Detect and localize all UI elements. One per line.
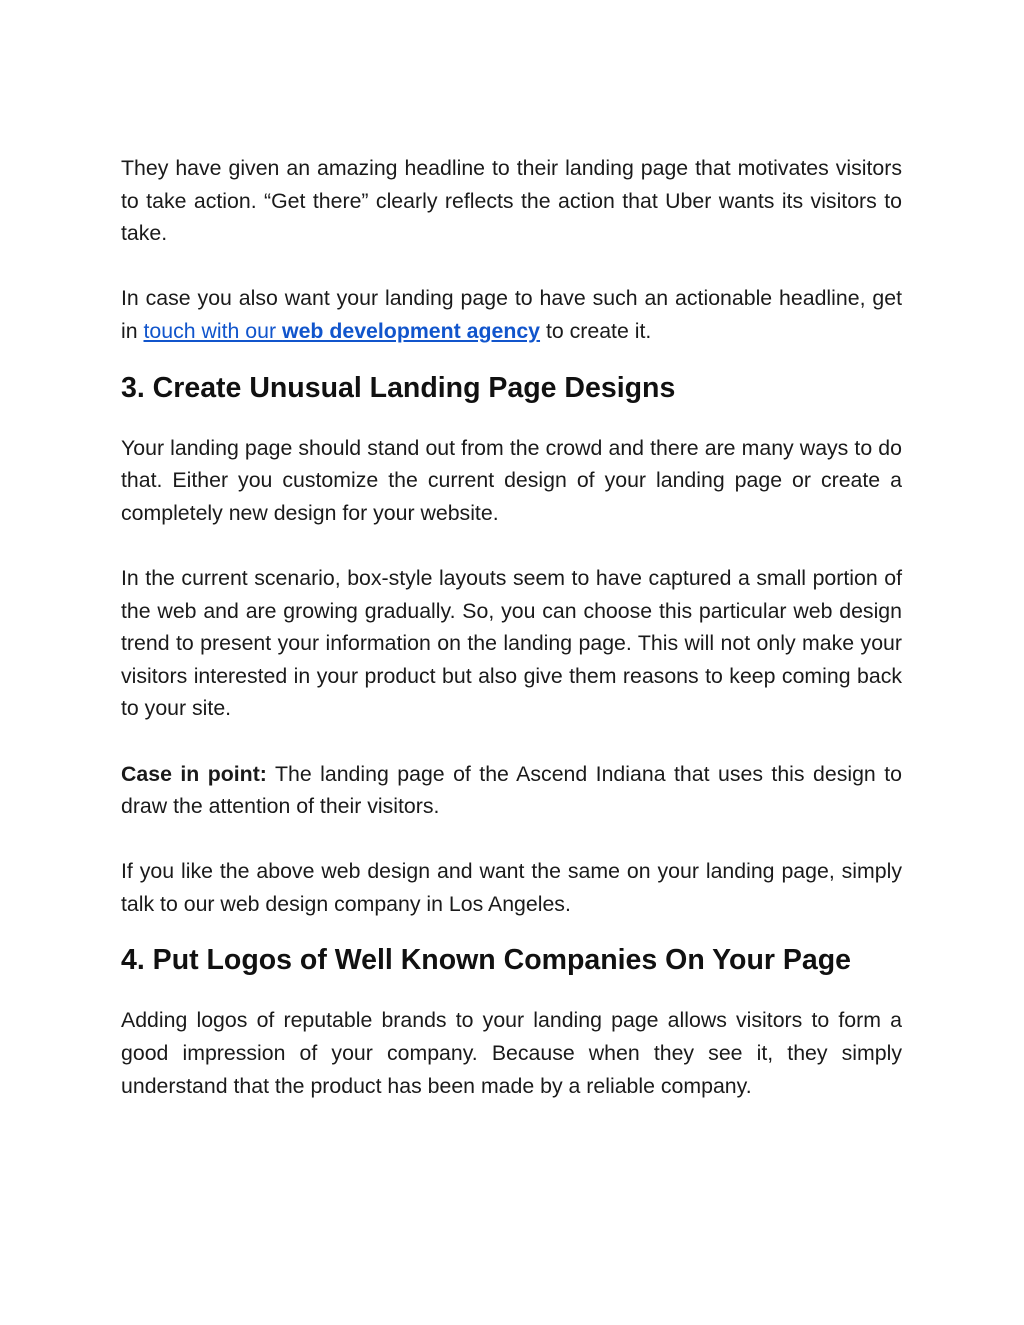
paragraph-case-in-point bbox=[121, 758, 902, 823]
spacer bbox=[121, 348, 902, 368]
paragraph-box-style-layouts: In the current scenario, box-style layouts seem to have captured a small portion of the web and are growing gradually. So, you can choose this particular web design trend to present your information on the landing page. This will not only make your visitors interested in your product but also give them reasons to keep coming back to your site. bbox=[121, 565, 902, 721]
paragraph-text: In case you also want your landing page to have such an actionable headline, get in bbox=[121, 286, 902, 343]
link-text-bold: web development agency bbox=[282, 318, 541, 343]
spacer bbox=[121, 725, 902, 758]
paragraph-adding-logos: Adding logos of reputable brands to your landing page allows visitors to form a good impression of your company. Because when they see it, they simply understand that the product has been made by a reliable company. bbox=[121, 1008, 902, 1098]
case-in-point-label: Case in point: bbox=[121, 761, 267, 786]
spacer bbox=[121, 920, 902, 940]
document-page bbox=[121, 152, 902, 1102]
paragraph-web-design-company: If you like the above web design and want the same on your landing page, simply talk to our web design company in Los Angeles. bbox=[121, 859, 902, 916]
paragraph-stand-out: Your landing page should stand out from the crowd and there are many ways to do that. Either you customize the current design of your landing page or create a completely new design for your website. bbox=[121, 435, 902, 525]
paragraph-text: to create it. bbox=[540, 318, 652, 343]
spacer bbox=[121, 823, 902, 856]
paragraph-uber-headline: They have given an amazing headline to their landing page that motivates visitors to take action. “Get there” clearly reflects the action that Uber wants its visitors to take. bbox=[121, 156, 902, 246]
spacer bbox=[121, 408, 902, 432]
paragraph-text: The landing page of the Ascend Indiana that uses this design to draw the attention of their visitors. bbox=[121, 761, 902, 819]
link-text-plain: touch with our bbox=[143, 318, 283, 343]
heading-create-unusual-designs: 3. Create Unusual Landing Page Designs bbox=[121, 371, 676, 404]
spacer bbox=[121, 529, 902, 562]
spacer bbox=[121, 980, 902, 1004]
spacer bbox=[121, 250, 902, 283]
web-development-agency-link[interactable] bbox=[144, 319, 541, 343]
paragraph-actionable-headline bbox=[121, 282, 902, 347]
heading-put-logos: 4. Put Logos of Well Known Companies On Your Page bbox=[121, 944, 851, 977]
